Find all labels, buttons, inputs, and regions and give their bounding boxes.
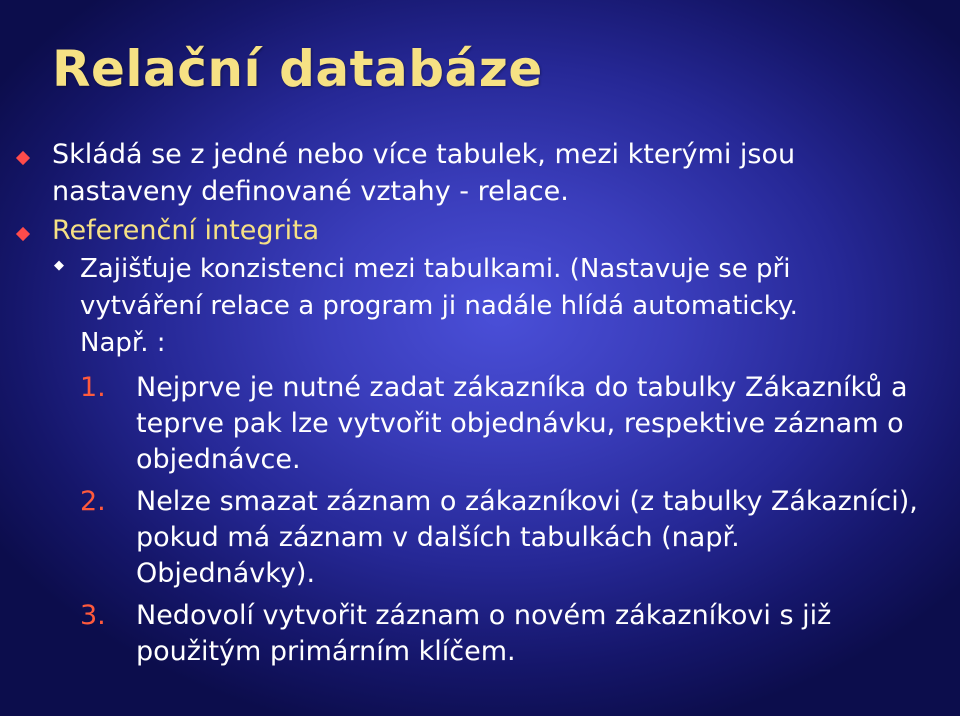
numbered-item-1	[0, 370, 960, 478]
sub-bullet-item	[0, 251, 960, 325]
item-number-3: 3.	[80, 600, 106, 631]
numbered-item-3	[0, 598, 960, 670]
slide-title: Relační databáze	[52, 40, 543, 98]
numbered-list	[0, 370, 960, 670]
diamond-bullet-icon	[16, 151, 30, 165]
small-diamond-bullet-icon: ◆	[54, 258, 64, 273]
bullet-text-2: Referenční integrita	[52, 215, 320, 246]
item-text-2: Nelze smazat záznam o zákazníkovi (z tabulky Zákazníci), pokud má záznam v dalších tabulkách (např. Objednávky).	[136, 486, 918, 589]
item-number-1: 1.	[80, 372, 106, 403]
item-text-1: Nejprve je nutné zadat zákazníka do tabulky Zákazníků a teprve pak lze vytvořit objednávku, respektive záznam o objednávce.	[136, 372, 908, 475]
bullet-item-2	[0, 212, 960, 249]
example-label: Např. :	[80, 328, 166, 358]
diamond-bullet-icon	[16, 227, 30, 241]
numbered-item-2	[0, 484, 960, 592]
sub-bullet-text: Zajišťuje konzistenci mezi tabulkami. (Nastavuje se při vytváření relace a program ji nadále hlídá automaticky.	[80, 254, 798, 321]
slide-content	[0, 136, 960, 676]
example-label-line	[0, 325, 960, 362]
item-number-2: 2.	[80, 486, 106, 517]
bullet-item-1	[0, 136, 960, 210]
bullet-text-1: Skládá se z jedné nebo více tabulek, mezi kterými jsou nastaveny definované vztahy - relace.	[52, 139, 796, 207]
item-text-3: Nedovolí vytvořit záznam o novém zákazníkovi s již použitým primárním klíčem.	[136, 600, 832, 667]
